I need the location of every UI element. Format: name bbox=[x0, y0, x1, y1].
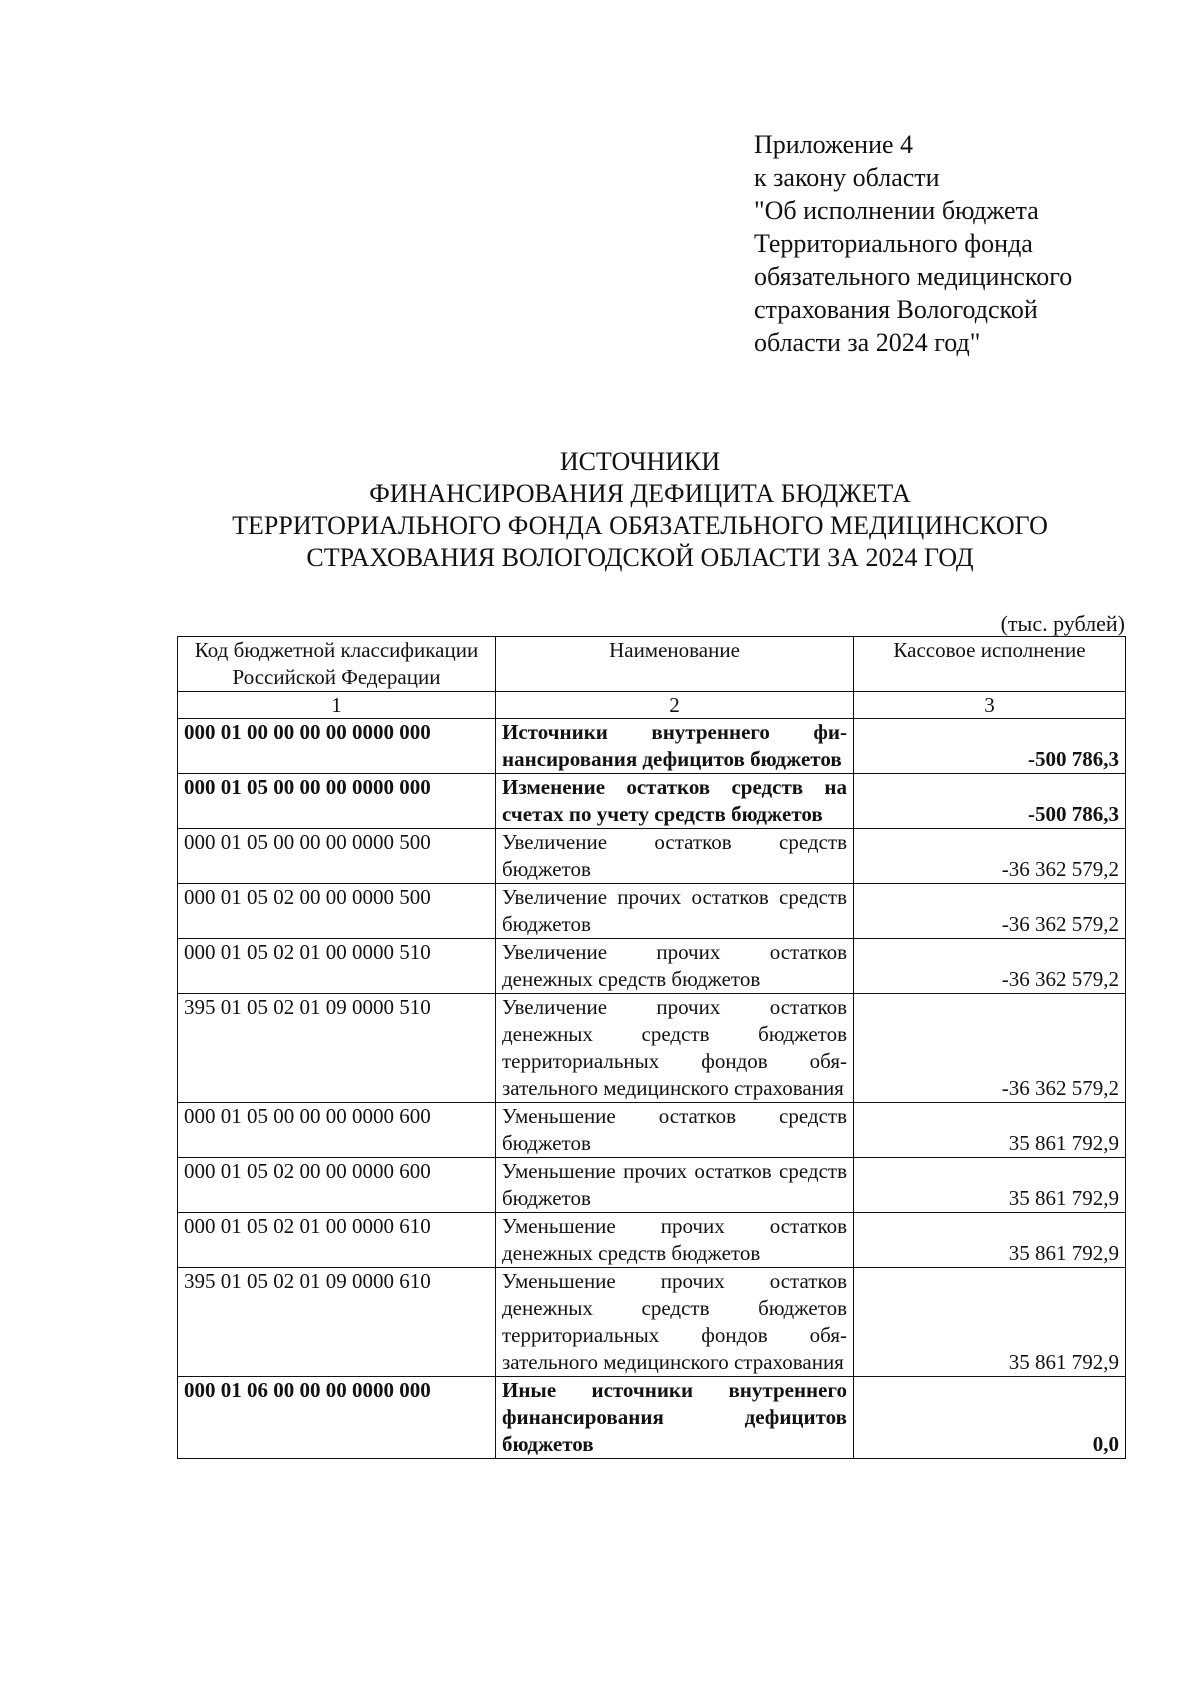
appendix-line: "Об исполнении бюджета bbox=[754, 196, 1039, 225]
column-number: 1 bbox=[178, 692, 496, 719]
amount-cell: -36 362 579,2 bbox=[854, 994, 1126, 1103]
name-cell: Увеличение прочих остатков денежных средств бюджетов территориальных фондов обязательного медицинского страхования bbox=[496, 994, 854, 1103]
document-title bbox=[160, 446, 1120, 574]
code-cell: 000 01 05 00 00 00 0000 000 bbox=[178, 774, 496, 829]
amount-cell: -36 362 579,2 bbox=[854, 829, 1126, 884]
table-row bbox=[178, 884, 1126, 939]
column-number: 3 bbox=[854, 692, 1126, 719]
name-cell: Уменьшение остатков средств бюджетов bbox=[496, 1103, 854, 1158]
name-cell: Изменение остатков средств на счетах по учету средств бюджетов bbox=[496, 774, 854, 829]
code-cell: 000 01 05 02 01 00 0000 510 bbox=[178, 939, 496, 994]
title-line: ФИНАНСИРОВАНИЯ ДЕФИЦИТА БЮДЖЕТА bbox=[369, 479, 911, 508]
table-row bbox=[178, 719, 1126, 774]
column-number: 2 bbox=[496, 692, 854, 719]
table-row bbox=[178, 1103, 1126, 1158]
table-row bbox=[178, 774, 1126, 829]
name-cell: Источники внутреннего финансирования дефицитов бюджетов bbox=[496, 719, 854, 774]
title-line: ИСТОЧНИКИ bbox=[559, 447, 721, 476]
code-cell: 000 01 05 02 00 00 0000 600 bbox=[178, 1158, 496, 1213]
sources-table bbox=[177, 636, 1126, 1459]
name-cell: Уменьшение прочих остатков денежных средств бюджетов bbox=[496, 1213, 854, 1268]
table-row bbox=[178, 1158, 1126, 1213]
amount-cell: -500 786,3 bbox=[854, 719, 1126, 774]
appendix-line: Территориального фонда bbox=[754, 229, 1033, 258]
table-row bbox=[178, 829, 1126, 884]
table-row bbox=[178, 1213, 1126, 1268]
header-code: Код бюджетной классификации Российской Федерации bbox=[178, 637, 496, 692]
title-line: ТЕРРИТОРИАЛЬНОГО ФОНДА ОБЯЗАТЕЛЬНОГО МЕДИЦИНСКОГО bbox=[232, 511, 1048, 540]
table-header-row bbox=[178, 637, 1126, 692]
appendix-line: Приложение 4 bbox=[754, 130, 914, 159]
table-row bbox=[178, 1268, 1126, 1377]
name-cell: Уменьшение прочих остатков денежных средств бюджетов территориальных фондов обязательного медицинского страхования bbox=[496, 1268, 854, 1377]
name-cell: Уменьшение прочих остатков средств бюджетов bbox=[496, 1158, 854, 1213]
table-row bbox=[178, 994, 1126, 1103]
header-name: Наименование bbox=[496, 637, 854, 692]
amount-cell: 35 861 792,9 bbox=[854, 1103, 1126, 1158]
appendix-line: страхования Вологодской bbox=[754, 295, 1038, 324]
amount-cell: -500 786,3 bbox=[854, 774, 1126, 829]
appendix-line: обязательного медицинского bbox=[754, 262, 1073, 291]
name-cell: Иные источники внутреннего финансирования дефицитов бюджетов bbox=[496, 1377, 854, 1459]
amount-cell: 35 861 792,9 bbox=[854, 1213, 1126, 1268]
amount-cell: 35 861 792,9 bbox=[854, 1158, 1126, 1213]
units-label: (тыс. рублей) bbox=[1000, 611, 1125, 636]
code-cell: 000 01 05 00 00 00 0000 600 bbox=[178, 1103, 496, 1158]
amount-cell: -36 362 579,2 bbox=[854, 939, 1126, 994]
code-cell: 000 01 06 00 00 00 0000 000 bbox=[178, 1377, 496, 1459]
column-number-row bbox=[178, 692, 1126, 719]
name-cell: Увеличение прочих остатков средств бюджетов bbox=[496, 884, 854, 939]
amount-cell: 0,0 bbox=[854, 1377, 1126, 1459]
name-cell: Увеличение прочих остатков денежных средств бюджетов bbox=[496, 939, 854, 994]
code-cell: 395 01 05 02 01 09 0000 510 bbox=[178, 994, 496, 1103]
appendix-note bbox=[754, 128, 1072, 359]
title-line: СТРАХОВАНИЯ ВОЛОГОДСКОЙ ОБЛАСТИ ЗА 2024 ГОД bbox=[306, 543, 974, 572]
code-cell: 000 01 05 00 00 00 0000 500 bbox=[178, 829, 496, 884]
amount-cell: 35 861 792,9 bbox=[854, 1268, 1126, 1377]
appendix-line: к закону области bbox=[754, 163, 940, 192]
header-amount: Кассовое исполнение bbox=[854, 637, 1126, 692]
code-cell: 000 01 00 00 00 00 0000 000 bbox=[178, 719, 496, 774]
code-cell: 000 01 05 02 00 00 0000 500 bbox=[178, 884, 496, 939]
code-cell: 395 01 05 02 01 09 0000 610 bbox=[178, 1268, 496, 1377]
code-cell: 000 01 05 02 01 00 0000 610 bbox=[178, 1213, 496, 1268]
appendix-line: области за 2024 год" bbox=[754, 328, 981, 357]
amount-cell: -36 362 579,2 bbox=[854, 884, 1126, 939]
name-cell: Увеличение остатков средств бюджетов bbox=[496, 829, 854, 884]
table-row bbox=[178, 1377, 1126, 1459]
table-row bbox=[178, 939, 1126, 994]
